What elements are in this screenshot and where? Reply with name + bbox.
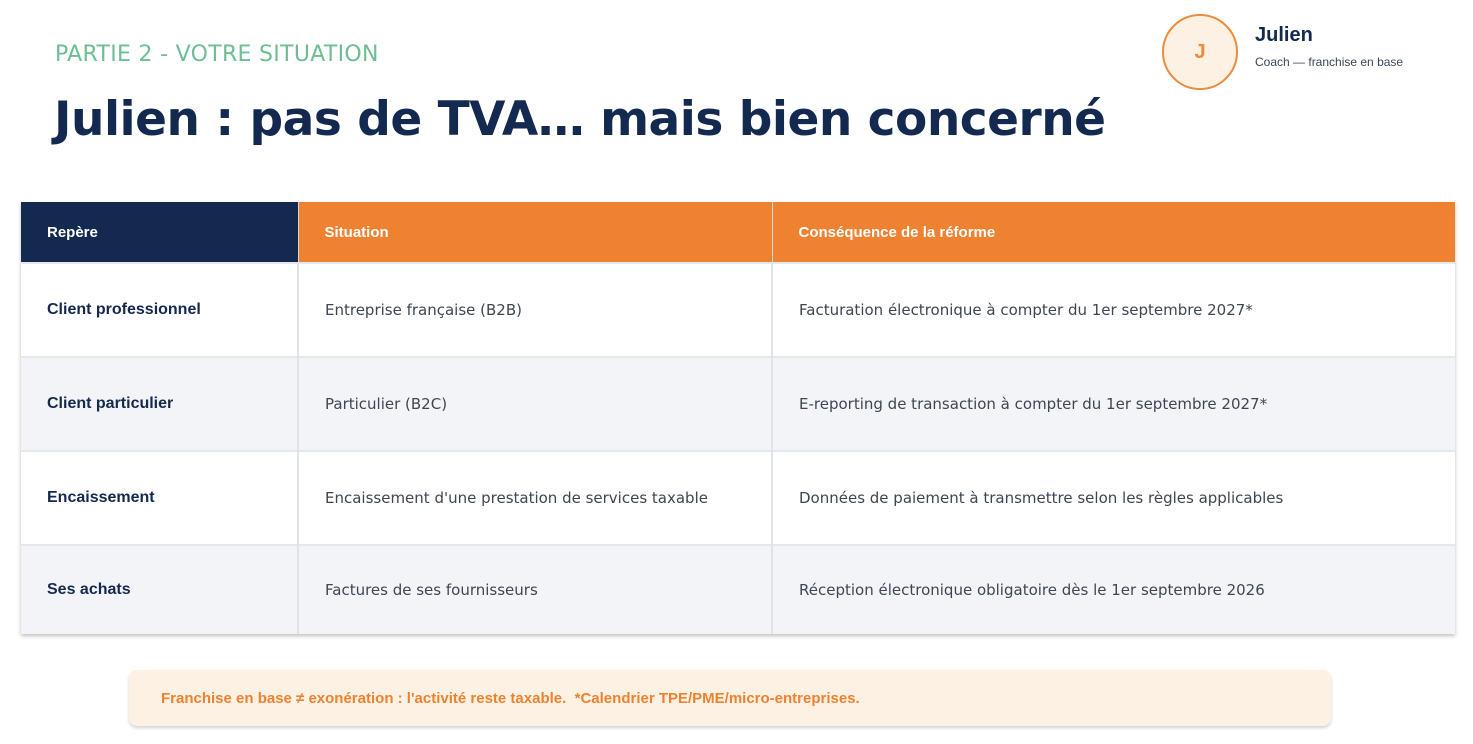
comparison-table <box>21 202 1455 634</box>
column-header-repere: Repère <box>21 202 298 263</box>
footnote-callout <box>129 670 1331 726</box>
coach-role: Coach — franchise en base <box>1255 55 1404 69</box>
avatar-initial: J <box>1194 40 1206 63</box>
row-label: Encaissement <box>21 451 298 545</box>
row-consequence: E-reporting de transaction à compter du 1er septembre 2027* <box>772 357 1455 451</box>
table-row <box>21 451 1455 545</box>
table-row <box>21 545 1455 634</box>
row-consequence: Données de paiement à transmettre selon les règles applicables <box>772 451 1455 545</box>
table-row <box>21 357 1455 451</box>
row-consequence: Facturation électronique à compter du 1er septembre 2027* <box>772 263 1455 357</box>
column-header-situation: Situation <box>298 202 772 263</box>
row-situation: Factures de ses fournisseurs <box>298 545 772 634</box>
row-situation: Particulier (B2C) <box>298 357 772 451</box>
row-consequence: Réception électronique obligatoire dès le 1er septembre 2026 <box>772 545 1455 634</box>
avatar <box>1162 14 1238 90</box>
row-label: Client particulier <box>21 357 298 451</box>
row-situation: Entreprise française (B2B) <box>298 263 772 357</box>
footnote-text: Franchise en base ≠ exonération : l'activité reste taxable. *Calendrier TPE/PME/micro-entreprises. <box>161 689 860 707</box>
page-title: Julien : pas de TVA… mais bien concerné <box>54 92 1106 147</box>
row-label: Ses achats <box>21 545 298 634</box>
table <box>21 202 1455 634</box>
row-situation: Encaissement d'une prestation de services taxable <box>298 451 772 545</box>
table-header-row <box>21 202 1455 263</box>
column-header-consequence: Conséquence de la réforme <box>772 202 1455 263</box>
coach-name: Julien <box>1255 24 1313 46</box>
row-label: Client professionnel <box>21 263 298 357</box>
table-row <box>21 263 1455 357</box>
section-kicker: PARTIE 2 - VOTRE SITUATION <box>55 42 379 67</box>
